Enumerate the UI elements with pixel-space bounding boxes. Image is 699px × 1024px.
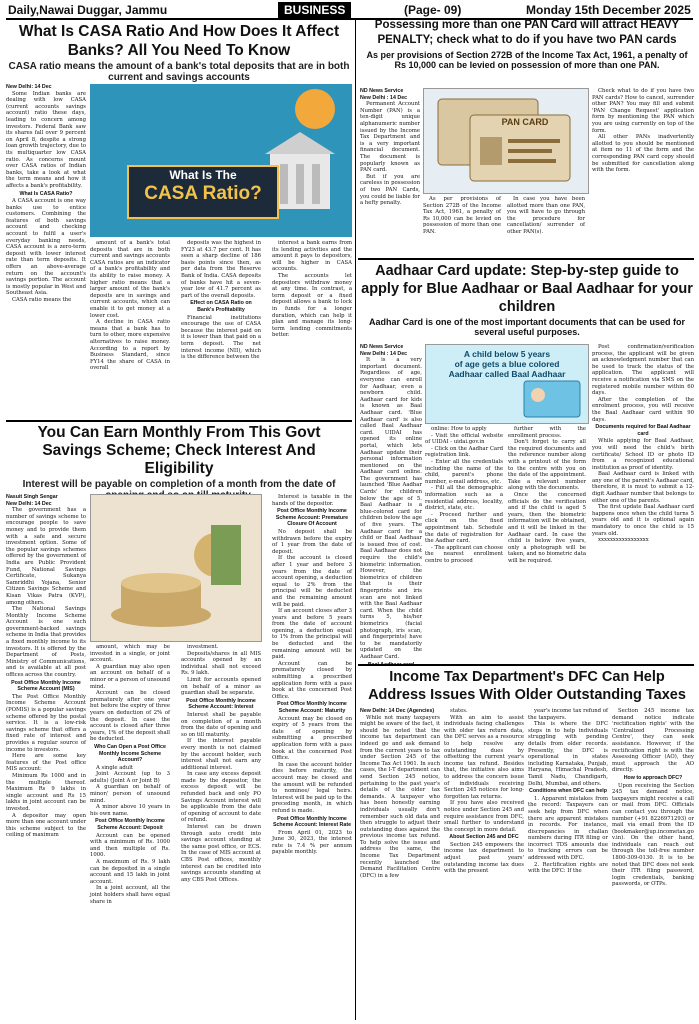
casa-col-1 xyxy=(6,84,86,416)
mis-para: Deposits/shares in all MIS accounts opened by an individual shall not exceed Rs. 9 lakh. xyxy=(181,650,261,677)
casa-para: CASA ratio means the xyxy=(12,297,72,303)
aadhaar-col-4 xyxy=(592,344,694,662)
mis-subheading: Post Office Monthly Income Scheme Account (MIS) xyxy=(11,679,81,693)
mis-para: Interest shall be payable on completion of a month from the date of opening and so on till maturity. xyxy=(181,711,261,738)
mis-para: In a joint account, all the joint holders shall have equal share in xyxy=(90,885,170,905)
mis-para: From April 01, 2023 to June 30, 2023, the interest rate is 7.4 % per annum payable monthly. xyxy=(272,829,352,856)
aadhaar-para: Baal Aadhaar card is linked with any one of the parent's Aadhaar card, therefore, it is must to submit a 12-digit Aadhaar number that belongs to either one of the parents. xyxy=(592,471,694,504)
aadhaar-para: - Click on the Aadhar Card registration link. xyxy=(425,445,503,459)
mis-subheading: Post Office Monthly Income Scheme Account: Interest Rate xyxy=(272,815,352,829)
aadhaar-para: - Enter all the credentials including the name of the child, parent's phone number, e-mail address, etc. xyxy=(425,458,503,485)
pan-para: Check what to do if you have two PAN cards? How to cancel, surrender other PAN? You may fill and submit 'PAN Change Request' application form by mentioning the PAN which you are using currently on top of the form. xyxy=(592,88,694,134)
mis-para: A guardian on behalf of minor/ person of unsound mind. xyxy=(90,784,170,804)
dfc-para: If you have also received notice under Section 245 and require assistance from DFC, small further to understand the concept in more detail. xyxy=(444,800,524,833)
pan-image-caption xyxy=(480,117,570,127)
aadhaar-image-line: Aadhaar called Baal Aadhaar xyxy=(448,369,566,379)
aadhaar-para: After the completion of the enrolment process, you will receive the Baal Aadhaar card within 90 days. xyxy=(592,396,694,423)
aadhaar-para: - Fill all the demographic information such as a residential address, locality, district, state, etc. xyxy=(425,485,503,512)
aadhaar-service: ND News Service xyxy=(360,344,404,350)
casa-para: interest a bank earns from its lending activities and the amount it pays to depositors, will be higher in CASA accounts. xyxy=(272,240,352,273)
casa-para: amount of a bank's total deposits that are in both current and savings accounts CASA ratios are an indicator of a bank's profitability and its ability to raise money. A higher ratio means that a larger amount of the bank's deposits are in savings and current accounts, which can enable it to get money at a lower cost. xyxy=(90,240,170,319)
casa-headline: What Is CASA Ratio And How Does It Affect Banks? All You Need To Know xyxy=(18,23,340,59)
mis-photo xyxy=(90,494,262,642)
pan-para: But if you are careless in possession of two PAN Cards, you could be liable for a hefty penalty. xyxy=(360,173,420,207)
aadhaar-para: xxxxxxxxxxxxxxxxx xyxy=(598,537,649,544)
aadhaar-para: online: How to apply xyxy=(431,426,487,432)
pan-para: Permanent Account Number (PAN) is a ten-digit unique alphanumeric number issued by the Income Tax Department and is a very important financial document. The document is popularly known as PAN card. xyxy=(360,101,420,174)
mis-col-3 xyxy=(181,644,261,1020)
pan-col-3 xyxy=(507,196,585,256)
casa-subheading: Effect on CASA Ratio on Bank's Profitability xyxy=(190,300,252,313)
mis-para: The government has a number of savings scheme to encourage people to save money and to provide them with a safe and secure investment option. Some of the popular savings schemes offered by the government of India are Public Provident Fund, National Savings Certificate, Sukanya Samriddhi Yojana, Senior Citizen Savings Scheme and Kisan Vikas Patra (KVP), among others. xyxy=(6,507,86,606)
casa-image-line: CASA Ratio? xyxy=(144,183,262,204)
mis-para: Here are some key features of the Post office MIS account: xyxy=(6,753,86,773)
dfc-dateline: New Delhi: 14 Dec (Agencies) xyxy=(360,708,435,714)
dfc-para: 2. Rectification rights are with the DFC: If the xyxy=(528,861,608,875)
aadhaar-para: Post confirmation/verification process, the applicant will be given an acknowledgment number that can be used to track the status of the application. The applicant will receive a notification via SMS on the registered mobile number within 60 days. xyxy=(592,344,694,397)
pan-para: As per provisions of Section 272B of the Income Tax Act, 1961, a penalty of Rs 10,000 can be levied on possession of more than one PAN. xyxy=(423,196,501,235)
aadhaar-headline: Aadhaar Card update: Step-by-step guide to apply for Blue Aadhaar or Baal Aadhaar for your children xyxy=(361,263,693,315)
mis-para: Minimum Rs 1000 and in the multiple thereof. Maximum Rs 9 lakhs in single account and Rs 15 lakhs in joint account can be invested. xyxy=(6,772,86,812)
aadhaar-para: Don't forget to carry all the required documents and the reference number along with a printout of the form to the centre with you on the date of the appointment. Take a relevant number along with the documents. xyxy=(508,439,586,492)
pan-illustration xyxy=(424,89,588,193)
pan-card-image xyxy=(423,88,589,194)
section-rule xyxy=(358,258,694,260)
casa-para: A decline in CASA ratio means that a bank has to turn to other, more expensive alternatives to raise money. According to a report by Business Standard, since FY14 the share of CASA in overall xyxy=(90,319,170,372)
mis-subheading: Post Office Monthly Income Scheme Account: Premature Closure Of Account xyxy=(275,508,349,528)
mis-para: No deposit shall be withdrawn before the expiry of 1 year from the date of deposit. xyxy=(272,528,352,555)
mis-para: The Post Office Monthly Income Scheme Account (POMIS) is a popular savings scheme offered by the postal service. It is a low-risk savings scheme that offers a fixed rate of interest and provides a regular source of income to investors. xyxy=(6,693,86,753)
column-divider xyxy=(355,20,356,1020)
pan-col-1 xyxy=(360,88,420,256)
pan-col-4 xyxy=(592,88,694,256)
mis-dateline: New Delhi: 14 Dec xyxy=(6,500,52,507)
pan-image-word: CARD xyxy=(522,117,549,127)
aadhaar-para: further with the enrollment process. xyxy=(508,426,586,439)
dfc-para: Section 245 empowers the income tax department to adjust past years' outstanding income tax dues with the present xyxy=(444,841,524,875)
dfc-para: With an aim to assist individuals facing challenges with older tax return data, the DFC serves as a resource to help resolve any outstanding dues by offsetting the current year's income tax refund. Besides that, the initiative also aims to address the concern issue of individuals receiving Section 245 notices for long-forgotten tax returns. xyxy=(444,714,524,800)
dfc-para: 1. Apparent mistakes from the record: Taxpayers can seek help from DFC when there are apparent mistakes in records. For instance, discrepancies in challan numbers during ITR filing or incorrect TDS amounts due to tracking errors can be addressed with DFC. xyxy=(528,795,608,862)
pan-image-word: PAN xyxy=(501,117,520,127)
mis-para: The National Savings Monthly Income Scheme Account is one such government-backed savings scheme in India that provides a fixed monthly income to its investors. It is offered by the Department of Posts, Ministry of Communications, and is available at all post offices across the country. xyxy=(6,606,86,679)
dfc-para: While not many taxpayers might be aware of the fact, it should be noted that the income tax department can indeed go and ask demand from the current years to tax under Section 245 of the Income Tax Act 1961. In such cases, the I-T department can send Section 245 notice, pertaining to the past year's details of the older tax demands. A taxpayer who has been honestly earning individuals usually don't remember such old data and then struggle to adjust their outstanding dues against the previous income tax refund. To help solve the issue and address the same, the Income Tax Department recently launched the Demand Facilitation Centre (DFC) in a few xyxy=(360,714,440,879)
mis-illustration xyxy=(91,495,261,641)
casa-subheading: What Is CASA Ratio? xyxy=(19,190,73,197)
mis-para: A guardian may also open an account on behalf of a minor or a person of unsound mind. xyxy=(90,663,170,690)
casa-ratio-image xyxy=(90,84,352,237)
casa-col-4 xyxy=(272,240,352,416)
aadhaar-article xyxy=(360,262,694,337)
pan-service: ND News Service xyxy=(360,88,404,94)
aadhaar-col-3 xyxy=(508,426,586,662)
dfc-para: states. xyxy=(450,708,468,714)
mis-para: A maximum of Rs. 9 lakh can be deposited in a single account and 15 lakh in joint account. xyxy=(90,859,170,885)
casa-dateline: New Delhi: 14 Dec xyxy=(6,84,52,90)
casa-image-caption xyxy=(130,168,276,206)
mis-para: Joint Account (up to 3 adults) (Joint A or Joint B) xyxy=(90,771,170,784)
section-label: BUSINESS xyxy=(278,2,351,18)
dfc-col-1 xyxy=(360,708,440,1020)
dfc-col-2 xyxy=(444,708,524,1020)
pan-article xyxy=(360,18,694,70)
issue-date: Monday 15th December 2025 xyxy=(526,3,691,17)
aadhaar-image-line: of age gets a blue colored xyxy=(454,359,560,369)
page-number: (Page- 09) xyxy=(404,3,462,17)
mis-col-2 xyxy=(90,644,170,1020)
mis-subheading: Post Office Monthly Income Scheme Account: Interest xyxy=(186,697,256,711)
mis-headline: You Can Earn Monthly From This Govt Savings Scheme; Check Interest And Eligibility xyxy=(37,424,321,477)
mis-para: If an account closes after 3 years and before 5 years from the date of account opening, a deduction equal to 1% from the principal will be deducted and the remaining amount will be paid. xyxy=(272,608,352,661)
mis-col-4 xyxy=(272,494,352,1020)
aadhaar-para: The first update Baal Aadhaar card happens once when the child turns 5 years old and it is optional again mandatory to once the child is 15 years old. xyxy=(592,504,694,537)
dfc-subheading: Conditions when DFC can help xyxy=(529,788,607,795)
mis-para: Interest is taxable in the hands of the depositor. xyxy=(272,494,352,507)
mis-para: Account can be prematurely closed by submitting a prescribed application form with a pass book at the concerned Post Office. xyxy=(272,660,352,700)
aadhaar-image-caption xyxy=(430,349,584,379)
casa-col-3 xyxy=(181,240,261,416)
dfc-subheading: About Section 245 and DFC xyxy=(449,834,519,841)
aadhaar-para: - Proceed further and click on the fixed appointment tab. Schedule the date of registration for the Aadhar card. xyxy=(425,511,503,545)
mis-para: A single adult xyxy=(96,764,134,771)
mis-para: A depositor may open more than one account under this scheme subject to the ceiling of maximum xyxy=(6,812,86,839)
dfc-col-3 xyxy=(528,708,608,1020)
aadhaar-dateline: New Delhi : 14 Dec xyxy=(360,350,408,357)
casa-image-line: What Is The xyxy=(169,168,237,182)
mis-subheading: Post Office Monthly Income Scheme Account: Deposit xyxy=(95,818,165,832)
dfc-subheading: How to approach DFC? xyxy=(623,774,683,781)
pan-headline: Possessing more than one PAN Card will attract HEAVY PENALTY; check what to do if you have two PAN cards xyxy=(374,19,680,46)
mis-para: In case any excess deposit made by the depositor, the excess deposit will be refunded back and only PO Savings Account interest will be applicable from the date of opening of account to date of refund. xyxy=(181,771,261,824)
mis-article xyxy=(6,424,352,501)
mis-para: In case the account holder dies before maturity, the account may be closed and the amount will be refunded to nominee/ legal heirs. Interest will be paid up to the preceding month, in which refund is made. xyxy=(272,761,352,814)
aadhaar-para: Once the concerned officials do the verification and if the child is aged 5 years, then the biometric information will be obtained, and it will be linked in the Aadhaar card. In case the child is below five years, only a photograph will be taken, and no biometric data will be required. xyxy=(508,491,586,564)
casa-col-2 xyxy=(90,240,170,416)
aadhaar-image-line: A child below 5 years xyxy=(463,349,551,359)
casa-para: Some Indian banks are dealing with low CASA (current accounts savings account) ratio these days, leading to concern among investors. Federal Bank saw its shares fall over 9 percent on April 8, despite a strong loan growth trajectory, due to its multiquarter low CASA ratio. As concerns mount over CASA ratios of Indian banks, take a look at what the term means and how it affects a bank's profitability. xyxy=(6,90,87,189)
mis-subheading: Post Office Monthly Income Scheme Account: Maturity xyxy=(277,701,347,714)
dfc-para: year's income tax refund of the taxpayers. xyxy=(528,708,608,721)
pan-subhead: As per provisions of Section 272B of the Income Tax Act, 1961, a penalty of Rs 10,000 can be levied on possession of more than one PAN. xyxy=(366,50,688,71)
pan-para: All other PANs inadvertently allotted to you should be mentioned at item no 11 of the form and the corresponding PAN card copy should be submitted for cancellation along with the form. xyxy=(592,134,694,174)
dfc-article xyxy=(360,668,694,704)
section-rule xyxy=(358,664,694,666)
mis-para: Account may be closed on expiry of 5 years from the date of opening by submitting a prescribed application form with a pass book at the concerned Post Office. xyxy=(272,715,352,762)
mis-para: If the account is closed after 1 year and before 3 years from the date of account opening, a deduction equal to 2% from the principal will be deducted and the remaining amount will be paid. xyxy=(272,555,352,608)
mis-para: amount, which may be invested in a single, or joint account. xyxy=(90,644,170,664)
casa-para: The accounts let depositors withdraw money at any time. In contrast, a term deposit or a fixed deposit allows a bank to lock in funds for a longer duration, which can help it plan and manage its long-term lending commitments better. xyxy=(272,272,352,339)
aadhaar-subhead: Aadhar Card is one of the most important documents that can be used for several useful purposes. xyxy=(368,317,686,338)
section-rule xyxy=(6,420,352,422)
aadhaar-subheading: Documents required for Baal Aadhaar card xyxy=(595,424,691,437)
casa-illustration xyxy=(90,84,352,237)
aadhaar-col-2 xyxy=(425,426,503,662)
aadhaar-para: It is a very important document. Regardless of age, everyone can enroll for Aadhaar, even a newborn child. Aadhaar card for kids is known as Baal Aadhaar card. 'Blue Aadhaar card' is also called Baal Aadhaar card. UIDAI has opened its online portal, which lets Aadhaar update their personal information mentioned on the Aadhaar card online. The government has launched 'Blue Aadhar Cards' for children below the age of 5. Baal Aadhaar is a blue-colored card for children below the age of five years. The Aadhaar card for a child or Baal Aadhaar is issued free of cost. Baal Aadhaar does not require the child's biometric information. However, the biometrics of children that is their fingerprints and iris scan are not linked with the Baal Aadhaar card. When the child turns 5, his/her biometrics (facial photograph, iris scan, and fingerprints) have to be mandatorily updated on the Aadhaar Card. xyxy=(360,357,422,660)
dfc-headline: Income Tax Department's DFC Can Help Address Issues With Older Outstanding Taxes xyxy=(368,669,686,703)
mis-subhead: Interest will be payable on completion of a month from the date of xyxy=(22,479,336,490)
dfc-col-4 xyxy=(612,708,694,1020)
aadhaar-para: While applying for Baal Aadhaar, you will need the child's birth certificate/ School ID or photo ID from a recognized educational institution as proof of identity. xyxy=(592,438,694,471)
dfc-para: Section 245 income tax demand notice indicate 'rectification rights' with the 'Centralized Processing Centre', they can seek assistance. However, if the rectification right is with the Assessing Officer (AO), they must approach the AO directly. xyxy=(612,708,694,774)
pan-dateline: New Delhi : 14 Dec xyxy=(360,94,408,101)
aadhaar-para: - Visit the official website of UIDAI - uidai.gov.in xyxy=(425,432,503,446)
mis-para: Account can be opened with a minimum of Rs. 1000 and then multiple of Rs. 1000. xyxy=(90,832,170,859)
mis-para: Interest can be drawn through auto credit into savings account standing at the same post office, or ECS. In the case of MIS account at CBS Post offices, monthly interest can be credited into savings accounts standing at any CBS Post Offices. xyxy=(181,824,261,883)
mis-byline: Nasuit Singh Sengar xyxy=(6,494,58,500)
dfc-para: This is where the DFC steps in to help individuals struggling with pending details from older records. Presently, the DFC is operational in states including Karnataka, Punjab, Haryana, Himachal Pradesh, Tamil Nadu, Chandigarh, Delhi, Mumbai, and others. xyxy=(528,721,608,787)
casa-para: A CASA account is one way banks use to entice customers. Combining the features of both savings account and checking account to fulfil a user's everyday banking needs, CASA account is a zero-term deposit with lower interest rate than term deposits. It offers an above-average return on the account's savings portion. The account is mostly popular in West and Southeast Asia. xyxy=(6,198,86,297)
casa-article xyxy=(6,22,352,83)
mis-para: If the interest payable every month is not claimed by the account holder, such interest shall not earn any additional interest. xyxy=(181,738,261,771)
mis-para: Account can be closed prematurely after one year but before the expiry of three years on deduction of 2% of the deposit. In case the account is closed after three years, 1% of the deposit shall be deducted. xyxy=(90,690,170,743)
paper-name: Daily,Nawai Duggar, Jammu xyxy=(8,3,168,17)
casa-subhead: CASA ratio means the amount of a bank's total deposits that are in both current and savings accounts xyxy=(8,61,350,84)
mis-col-1 xyxy=(6,494,86,1020)
mis-subheading: Who Can Open a Post Office Monthly Income Scheme Account? xyxy=(94,743,166,764)
mis-para: Limit for accounts opened on behalf of a minor as guardian shall be separate. xyxy=(181,676,261,697)
dfc-para: Upon receiving the Section 245 tax demand notice, taxpayers might receive a call or mail from DFC. Officials can contact you through the number (+91 8226971293) or mail via email from the ID (bookmaker@up.incometax.gov.in). On the other hand, individuals can reach out through the toll-free number 1800-309-0130. It is to be noted that DFC does not seek their ITR filing password, login credentials, banking passwords, or OTPs. xyxy=(612,782,694,888)
casa-para: Financial institutions encourage the use of CASA because the interest paid on it is lower than that paid on a term deposit. The net interest income (NII), which is the difference between the xyxy=(181,314,261,361)
mis-para: investment. xyxy=(187,644,219,650)
pan-col-2 xyxy=(423,196,501,256)
baal-aadhaar-image xyxy=(425,344,589,424)
aadhaar-para: - The applicant can choose the nearest enrollment centre to proceed xyxy=(425,544,503,564)
casa-para: deposits was the highest in FY23 at 43.7 per cent. It has seen a sharp decline of 186 basis points since then, as per data from the Reserve Bank of India. CASA deposits of banks have hit a seven-year low of 41.7 percent as part of the overall deposits. xyxy=(181,240,261,299)
aadhaar-col-1 xyxy=(360,344,422,662)
pan-para: In case you have been allotted more than one PAN, you will have to go through the procedure for cancellation/ surrender of other PAN(s). xyxy=(507,196,585,235)
mis-para: A minor above 10 years in his own name. xyxy=(90,804,170,817)
